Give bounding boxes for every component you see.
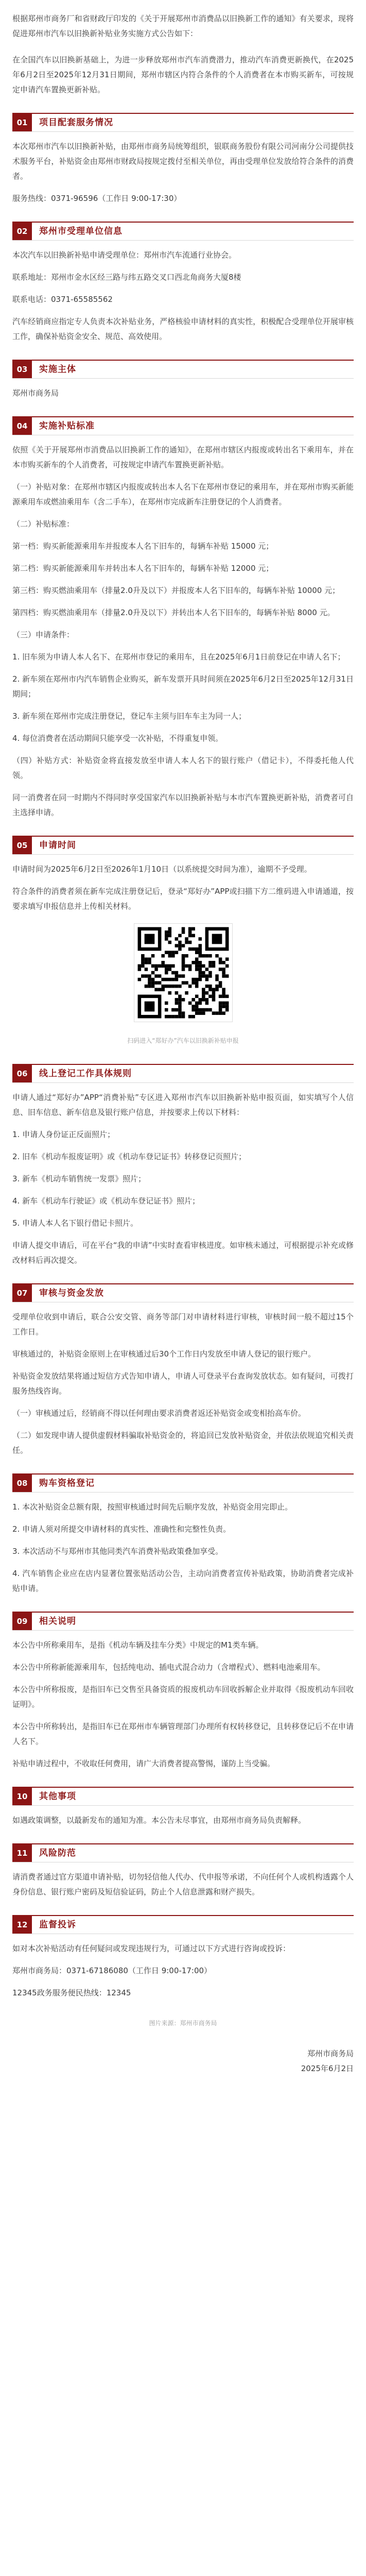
section-paragraph: 郑州市商务局 [12,388,59,398]
section-number: 07 [12,1284,32,1302]
section-06 [12,1064,354,1268]
section-number: 04 [12,417,32,435]
section-paragraph: 补贴申请过程中，不收取任何费用，请广大消费者提高警惕，谨防上当受骗。 [12,1759,275,1768]
section-05 [12,836,354,1048]
section-10 [12,1787,354,1828]
section-paragraph: 如遇政策调整，以最新发布的通知为准。本公告未尽事宜，由郑州市商务局负责解释。 [12,1816,306,1825]
section-paragraph: 1. 申请人身份证正反面照片； [12,1130,115,1139]
section-title: 实施补贴标准 [39,420,95,431]
image-credit: 图片来源：郑州市商务局 [149,2020,217,2027]
section-paragraph: 本次郑州市汽车以旧换新补贴，由郑州市商务局统筹组织，银联商务股份有限公司河南分公司提供技术服务平台，补贴资金由郑州市财政局按规定拨付至相关单位，再由受理单位发放给符合条件的消费者。 [12,142,354,181]
section-paragraph: 3. 新车《机动车销售统一发票》照片； [12,1174,146,1183]
section-paragraph: 本公告中所称新能源乘用车，包括纯电动、插电式混合动力（含增程式）、燃料电池乘用车。 [12,1663,325,1672]
section-title: 郑州市受理单位信息 [39,226,123,236]
section-12 [12,1915,354,2001]
sections-container [12,113,354,2001]
section-number: 11 [12,1844,32,1862]
section-body [12,379,354,401]
section-body [12,1806,354,1828]
section-header [12,1613,354,1631]
section-paragraph: 符合条件的消费者须在新车完成注册登记后，登录“郑好办”APP或扫描下方二维码进入申请通道，按要求填写申报信息并上传相关材料。 [12,887,354,911]
section-title: 审核与资金发放 [39,1287,104,1298]
section-header [12,1475,354,1493]
section-paragraph: 汽车经销商应指定专人负责本次补贴业务，严格核验申请材料的真实性，积极配合受理单位开展审核工作，确保补贴资金安全、规范、高效使用。 [12,317,354,341]
section-title: 项目配套服务情况 [39,117,113,128]
section-number: 12 [12,1916,32,1934]
section-body [12,241,354,344]
section-header [12,114,354,132]
section-number: 02 [12,223,32,240]
section-01 [12,113,354,206]
section-header [12,1284,354,1302]
section-title: 监督投诉 [39,1919,76,1930]
section-header [12,1844,354,1862]
intro-paragraph-1: 根据郑州市商务厂和省财政厅印发的《关于开展郑州市消费品以旧换新工作的通知》有关要求，现将促进郑州市汽车以旧换新补贴业务实施方式公告如下： [12,14,354,38]
signature [12,2046,354,2076]
section-paragraph: （三）申请条件： [12,630,75,639]
section-title: 相关说明 [39,1616,76,1626]
section-paragraph: 4. 每位消费者在活动期间只能享受一次补贴，不得重复申领。 [12,734,223,743]
section-paragraph: 2. 新车须在郑州市内汽车销售企业购买，新车发票开具时间须在2025年6月2日至2025年12月31日期间； [12,674,354,699]
section-09 [12,1612,354,1771]
section-paragraph: 审核通过的，补贴资金原则上在审核通过后30个工作日内发放至申请人登记的银行账户。 [12,1349,316,1359]
section-paragraph: 3. 本次活动不与郑州市其他同类汽车消费补贴政策叠加享受。 [12,1547,223,1556]
section-paragraph: 联系电话：0371-65585562 [12,295,113,304]
section-paragraph: （一）审核通过后，经销商不得以任何理由要求消费者返还补贴资金或变相抬高车价。 [12,1409,306,1418]
section-paragraph: 本公告中所称乘用车，是指《机动车辆及挂车分类》中规定的M1类车辆。 [12,1640,264,1650]
section-body [12,435,354,820]
section-paragraph: 补贴资金发放结果将通过短信方式告知申请人，申请人可登录平台查询发放状态。如有疑问，可拨打服务热线咨询。 [12,1371,354,1396]
section-title: 购车资格登记 [39,1478,95,1488]
qr-code-image[interactable] [134,923,233,1022]
section-body [12,855,354,914]
section-title: 风险防范 [39,1848,76,1858]
signature-date: 2025年6月2日 [301,2064,354,2073]
section-paragraph: 1. 旧车须为申请人本人名下、在郑州市登记的乘用车，且在2025年6月1日前登记在申请人名下； [12,652,345,662]
section-paragraph: 5. 申请人本人名下银行借记卡照片。 [12,1218,138,1228]
section-number: 09 [12,1613,32,1630]
section-paragraph: 4. 新车《机动车行驶证》或《机动车登记证书》照片； [12,1196,200,1206]
section-body [12,1934,354,2001]
section-paragraph: 联系地址：郑州市金水区经三路与纬五路交叉口西北角商务大厦8楼 [12,273,241,282]
section-header [12,223,354,241]
section-number: 06 [12,1065,32,1082]
section-paragraph: 同一消费者在同一时期内不得同时享受国家汽车以旧换新补贴与本市汽车置换更新补贴，消费者可自主选择申请。 [12,793,354,817]
section-title: 申请时间 [39,840,76,851]
section-number: 01 [12,114,32,131]
section-number: 03 [12,361,32,378]
section-paragraph: 本公告中所称报废，是指旧车已交售至具备资质的报废机动车回收拆解企业并取得《报废机动车回收证明》。 [12,1685,354,1709]
qr-code-block [12,923,354,1022]
section-header [12,1916,354,1934]
section-paragraph: （一）补贴对象：在郑州市辖区内报废或转出本人名下在郑州市登记的乘用车，并在郑州市购买新能源乘用车或燃油乘用车（含二手车），在郑州市完成新车注册登记的个人消费者。 [12,482,354,506]
section-paragraph: （二）如发现申请人提供虚假材料骗取补贴资金的，将追回已发放补贴资金，并依法依规追究相关责任。 [12,1431,354,1455]
section-paragraph: 第三档：购买燃油乘用车（排量2.0升及以下）并报废本人名下旧车的，每辆车补贴 10000 元； [12,586,340,595]
section-paragraph: 本次汽车以旧换新补贴申请受理单位：郑州市汽车流通行业协会。 [12,250,237,260]
section-paragraph: 如对本次补贴活动有任何疑问或发现违规行为，可通过以下方式进行咨询或投诉： [12,1944,291,1953]
section-paragraph: 3. 新车须在郑州市完成注册登记，登记车主须与旧车车主为同一人； [12,711,247,721]
section-paragraph: 依照《关于开展郑州市消费品以旧换新工作的通知》，在郑州市辖区内报废或转出名下乘用车，并在本市购买新车的个人消费者，可按规定申请汽车置换更新补贴。 [12,445,354,469]
section-paragraph: 请消费者通过官方渠道申请补贴，切勿轻信他人代办、代申报等承诺，不向任何个人或机构透露个人身份信息、银行账户密码及短信验证码，防止个人信息泄露和财产损失。 [12,1872,354,1896]
section-paragraph: 12345政务服务便民热线：12345 [12,1988,131,1997]
section-number: 10 [12,1788,32,1805]
section-11 [12,1843,354,1900]
section-08 [12,1473,354,1596]
section-body [12,1631,354,1771]
section-body [12,1493,354,1596]
intro [12,11,354,97]
section-title: 实施主体 [39,364,76,375]
section-07 [12,1283,354,1458]
section-header [12,361,354,379]
section-03 [12,360,354,401]
section-title: 其他事项 [39,1791,76,1802]
section-paragraph: 第一档：购买新能源乘用车并报废本人名下旧车的，每辆车补贴 15000 元； [12,541,274,551]
section-paragraph: 2. 旧车《机动车报废证明》或《机动车登记证书》转移登记页照片； [12,1152,247,1161]
qr-code-icon [134,924,232,1022]
section-paragraph: （二）补贴标准： [12,519,75,529]
section-paragraph: 申请时间为2025年6月2日至2026年1月10日（以系统提交时间为准），逾期不予受理。 [12,865,312,874]
section-paragraph: 1. 本次补贴资金总额有限，按照审核通过时间先后顺序发放，补贴资金用完即止。 [12,1502,293,1512]
section-body [12,1083,354,1268]
section-paragraph: 申请人通过“郑好办”APP“消费补贴”专区进入郑州市汽车以旧换新补贴申报页面，如实填写个人信息、旧车信息、新车信息及银行账户信息，并按要求上传以下材料： [12,1093,354,1117]
section-number: 05 [12,837,32,854]
section-paragraph: 郑州市商务局：0371-67186080（工作日 9:00-17:00） [12,1966,212,1975]
section-body [12,132,354,206]
section-paragraph: 受理单位收到申请后，联合公安交管、商务等部门对申请材料进行审核，审核时间一般不超过15个工作日。 [12,1312,354,1336]
section-paragraph: 本公告中所称转出，是指旧车已在郑州市车辆管理部门办理所有权转移登记，且转移登记后不在申请人名下。 [12,1722,354,1746]
section-paragraph: 服务热线：0371-96596（工作日 9:00-17:30） [12,194,182,203]
intro-paragraph-2: 在全国汽车以旧换新基础上，为进一步释放郑州市汽车消费潜力，推动汽车消费更新换代，在2025年6月2日至2025年12月31日期间，郑州市辖区内符合条件的个人消费者在本市购买新车，可按规定申请汽车置换更新补贴。 [12,55,354,94]
section-paragraph: 申请人提交申请后，可在平台“我的申请”中实时查看审核进度。如审核未通过，可根据提示补充或修改材料后再次提交。 [12,1241,354,1265]
section-paragraph: 第四档：购买燃油乘用车（排量2.0升及以下）并转出本人名下旧车的，每辆车补贴 8000 元。 [12,608,335,617]
section-header [12,1788,354,1806]
section-header [12,417,354,435]
section-body [12,1302,354,1458]
section-title: 线上登记工作具体规则 [39,1068,132,1079]
qr-caption: 扫码进入“郑好办”汽车以旧换新补贴申报 [127,1037,239,1044]
signature-org: 郑州市商务局 [307,2049,354,2058]
section-04 [12,416,354,820]
section-02 [12,222,354,344]
section-header [12,837,354,855]
section-paragraph: 第二档：购买新能源乘用车并转出本人名下旧车的，每辆车补贴 12000 元； [12,564,274,573]
section-header [12,1065,354,1083]
section-paragraph: （四）补贴方式：补贴资金将直接发放至申请人本人名下的银行账户（借记卡），不得委托他人代领。 [12,756,354,780]
section-number: 08 [12,1475,32,1492]
section-paragraph: 2. 申请人须对所提交申请材料的真实性、准确性和完整性负责。 [12,1524,231,1534]
section-paragraph: 4. 汽车销售企业应在店内显著位置张贴活动公告，主动向消费者宣传补贴政策，协助消费者完成补贴申请。 [12,1569,354,1593]
section-body [12,1862,354,1900]
